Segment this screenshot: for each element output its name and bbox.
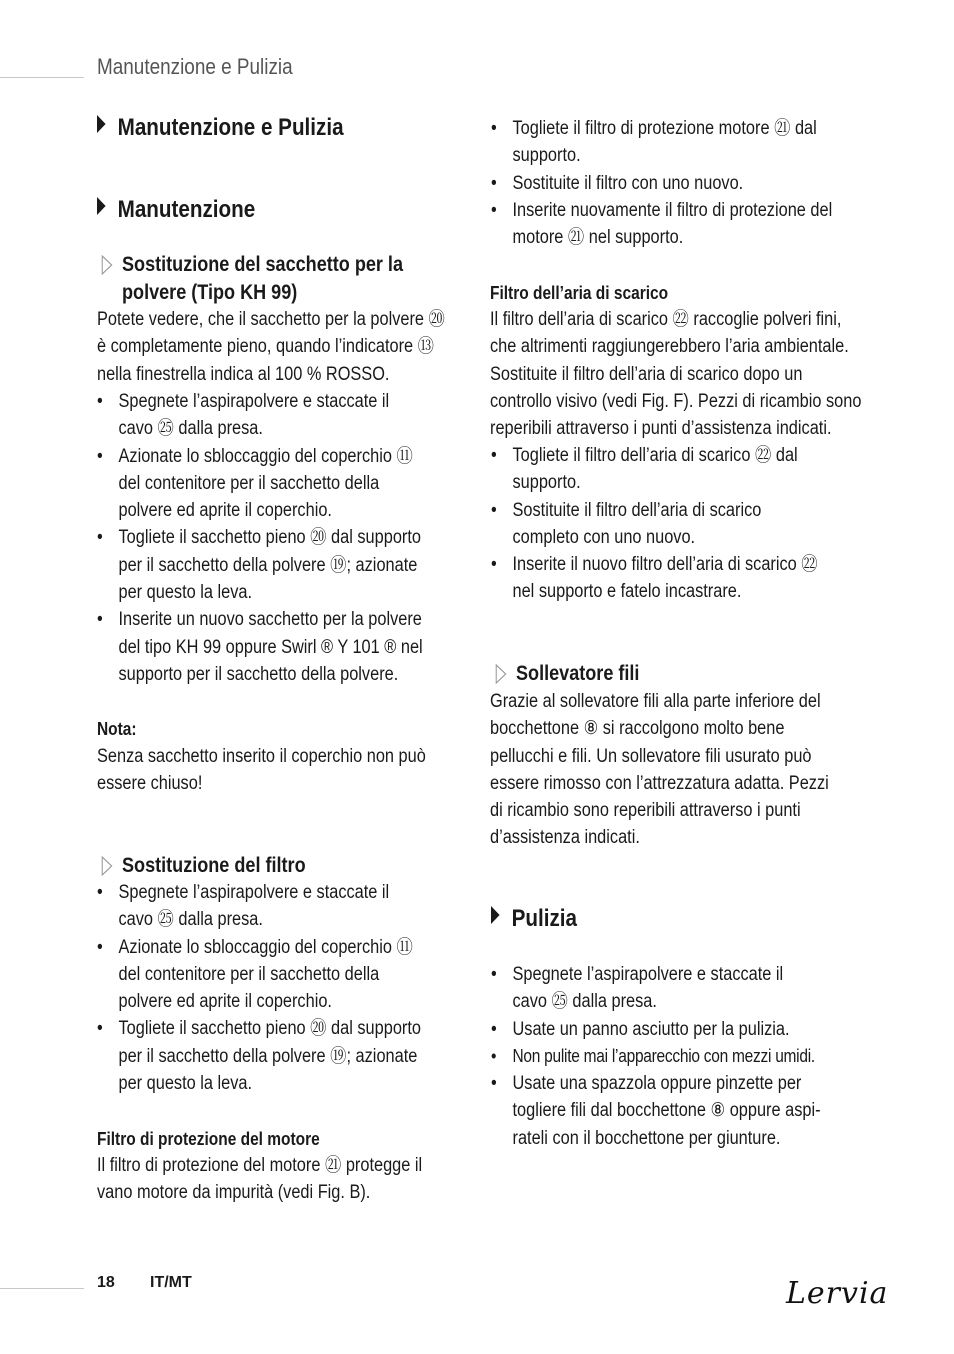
motor-filter-text: Il filtro di protezione del motore ㉑ protegge il vano motore da impurità (vedi Fig. B). [97, 1155, 423, 1204]
exhaust-filter-text: Il filtro dell’aria di scarico ㉒ raccoglie polveri fini, che altrimenti raggiungerebbero l’aria ambientale. Sostituite il filtro dell’aria di scarico dopo un controllo visivo (vedi Fig. F). Pezzi di ricambio sono reperibili attraverso i punti d’assistenza indicati. [490, 309, 862, 440]
subheading-bag-replacement: Sostituzione del sacchetto per la polvere (Tipo KH 99) [122, 251, 403, 307]
list-item: • Inserite un nuovo sacchetto per la polvere del tipo KH 99 oppure Swirl ® Y 101 ® nel supporto per il sacchetto della polvere. [97, 606, 423, 688]
bag-intro-text: Potete vedere, che il sacchetto per la polvere ⑳ è completamente pieno, quando l’indicatore ⑬ nella finestrella indica al 100 % ROSSO. [97, 309, 445, 385]
language-code: IT/MT [150, 1274, 192, 1291]
filter-steps-list [97, 879, 421, 1097]
bag-steps-list [97, 388, 423, 688]
subheading-thread-lifter: Sollevatore fili [516, 660, 639, 688]
arrow-right-icon [97, 197, 106, 215]
section-heading-cleaning: Pulizia [491, 905, 577, 933]
list-item: • Usate un panno asciutto per la pulizia. [491, 1016, 821, 1043]
list-item: • Togliete il filtro dell’aria di scarico ㉒ dal supporto. [491, 442, 818, 497]
note-text: Senza sacchetto inserito il coperchio non può essere chiuso! [97, 746, 426, 795]
arrow-right-icon [97, 115, 106, 133]
brand-logo: Lervia [786, 1276, 889, 1311]
footer-rule [0, 1288, 84, 1289]
page-number: 18 [97, 1274, 115, 1291]
list-item: • Sostituite il filtro dell’aria di scarico completo con uno nuovo. [491, 497, 818, 552]
motor-filter-steps-list [491, 115, 832, 251]
list-item: • Sostituite il filtro con uno nuovo. [491, 170, 832, 197]
exhaust-filter-steps-list [491, 442, 818, 606]
list-item: • Azionate lo sbloccaggio del coperchio ⑪ del contenitore per il sacchetto della polvere ed aprite il coperchio. [97, 934, 421, 1016]
list-item: • Spegnete l’aspirapolvere e staccate il cavo ㉕ dalla presa. [491, 961, 821, 1016]
list-item: • Inserite il nuovo filtro dell’aria di scarico ㉒ nel supporto e fatelo incastrare. [491, 551, 818, 606]
section-heading-maintenance-cleaning: Manutenzione e Pulizia [97, 114, 344, 142]
cleaning-steps-list [491, 961, 821, 1152]
outline-arrow-icon [101, 856, 113, 876]
list-item: • Togliete il sacchetto pieno ⑳ dal supporto per il sacchetto della polvere ⑲; azionate per questo la leva. [97, 524, 423, 606]
list-item: • Spegnete l’aspirapolvere e staccate il cavo ㉕ dalla presa. [97, 388, 423, 443]
exhaust-filter-heading: Filtro dell’aria di scarico [490, 283, 669, 303]
list-item: • Non pulite mai l’apparecchio con mezzi umidi. [491, 1043, 821, 1070]
list-item: • Togliete il sacchetto pieno ⑳ dal supporto per il sacchetto della polvere ⑲; azionate per questo la leva. [97, 1015, 421, 1097]
list-item: • Usate una spazzola oppure pinzette per togliere fili dal bocchettone ⑧ oppure aspi- rateli con il bocchettone per giunture. [491, 1070, 821, 1152]
note-label: Nota: [97, 719, 137, 739]
section-heading-maintenance: Manutenzione [97, 196, 255, 224]
thread-lifter-text: Grazie al sollevatore fili alla parte inferiore del bocchettone ⑧ si raccolgono molto bene pellucchi e fili. Un sollevatore fili usurato può essere rimosso con l’attrezzatura adatta. Pezzi di ricambio sono reperibili attraverso i punti d’assistenza indicati. [490, 691, 829, 849]
motor-filter-heading: Filtro di protezione del motore [97, 1129, 320, 1149]
list-item: • Togliete il filtro di protezione motore ㉑ dal supporto. [491, 115, 832, 170]
outline-arrow-icon [101, 255, 113, 275]
outline-arrow-icon [495, 664, 507, 684]
header-rule [0, 77, 84, 78]
arrow-right-icon [491, 906, 500, 924]
list-item: • Spegnete l’aspirapolvere e staccate il cavo ㉕ dalla presa. [97, 879, 421, 934]
subheading-filter-replacement: Sostituzione del filtro [122, 852, 306, 880]
running-header: Manutenzione e Pulizia [97, 54, 293, 79]
list-item: • Inserite nuovamente il filtro di protezione del motore ㉑ nel supporto. [491, 197, 832, 252]
list-item: • Azionate lo sbloccaggio del coperchio ⑪ del contenitore per il sacchetto della polvere ed aprite il coperchio. [97, 443, 423, 525]
